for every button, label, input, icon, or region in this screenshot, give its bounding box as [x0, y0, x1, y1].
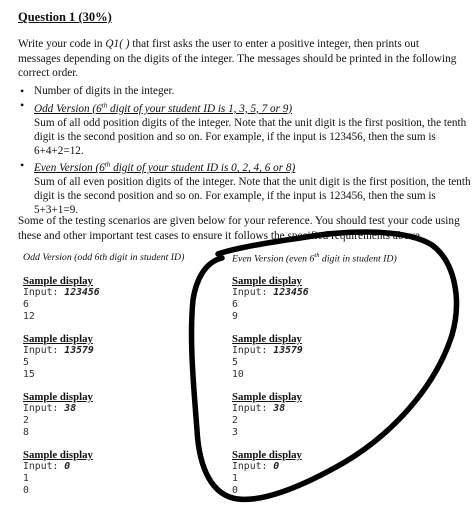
sample-label: Sample display	[232, 449, 302, 461]
odd-version-body: Sum of all odd position digits of the integer. Note that the unit digit is the first position, the tenth digit is the second position and so on. For example, if the input is 123456, then the sum is 6+4+2=12.	[34, 116, 467, 157]
sample-label: Sample display	[232, 333, 302, 345]
sample-label: Sample display	[23, 275, 93, 287]
even-version-body: Sum of all even position digits of the integer. Note that the unit digit is the first position, the tenth digit is the second position and so on. For example, if the input is 123456, then the sum is 5+3+1=9.	[34, 176, 471, 217]
question-title: Question 1 (30%)	[18, 10, 112, 24]
odd-version-heading: Odd Version (6th digit of your student ID is 1, 3, 5, 7 or 9)	[34, 101, 293, 115]
function-name: Q1( )	[105, 38, 130, 50]
even-sample-1: Sample display Input: 123456 6 9	[232, 275, 432, 324]
testing-paragraph: Some of the testing scenarios are given below for your reference. You should test your code using these and other important test cases to ensure it follows the specified requirements above.	[18, 215, 460, 242]
even-column-heading: Even Version (even 6th digit in student ID)	[232, 252, 397, 265]
even-sample-4: Sample display Input: 0 1 0	[232, 449, 432, 498]
intro-text-pre: Write your code in	[18, 38, 106, 50]
sample-label: Sample display	[23, 391, 93, 403]
requirement-digit-count: • Number of digits in the integer.	[34, 84, 474, 98]
odd-sample-4: Sample display Input: 0 1 0	[23, 449, 223, 498]
sample-label: Sample display	[232, 391, 302, 403]
even-version-heading: Even Version (6th digit of your student ID is 0, 2, 4, 6 or 8)	[34, 160, 296, 175]
odd-column-heading: Odd Version (odd 6th digit in student ID)	[23, 252, 185, 263]
sample-label: Sample display	[23, 449, 93, 461]
odd-sample-3: Sample display Input: 38 2 8	[23, 391, 223, 440]
sample-label: Sample display	[232, 275, 302, 287]
intro-text-post: that first asks the user to enter a positive integer, then prints out messages depending on the digits of the integer. The messages should be printed in the following correct order.	[18, 38, 457, 79]
even-sample-3: Sample display Input: 38 2 3	[232, 391, 432, 440]
odd-sample-2: Sample display Input: 13579 5 15	[23, 333, 223, 382]
odd-sample-1: Sample display Input: 123456 6 12	[23, 275, 223, 324]
sample-label: Sample display	[23, 333, 93, 345]
even-sample-2: Sample display Input: 13579 5 10	[232, 333, 432, 382]
